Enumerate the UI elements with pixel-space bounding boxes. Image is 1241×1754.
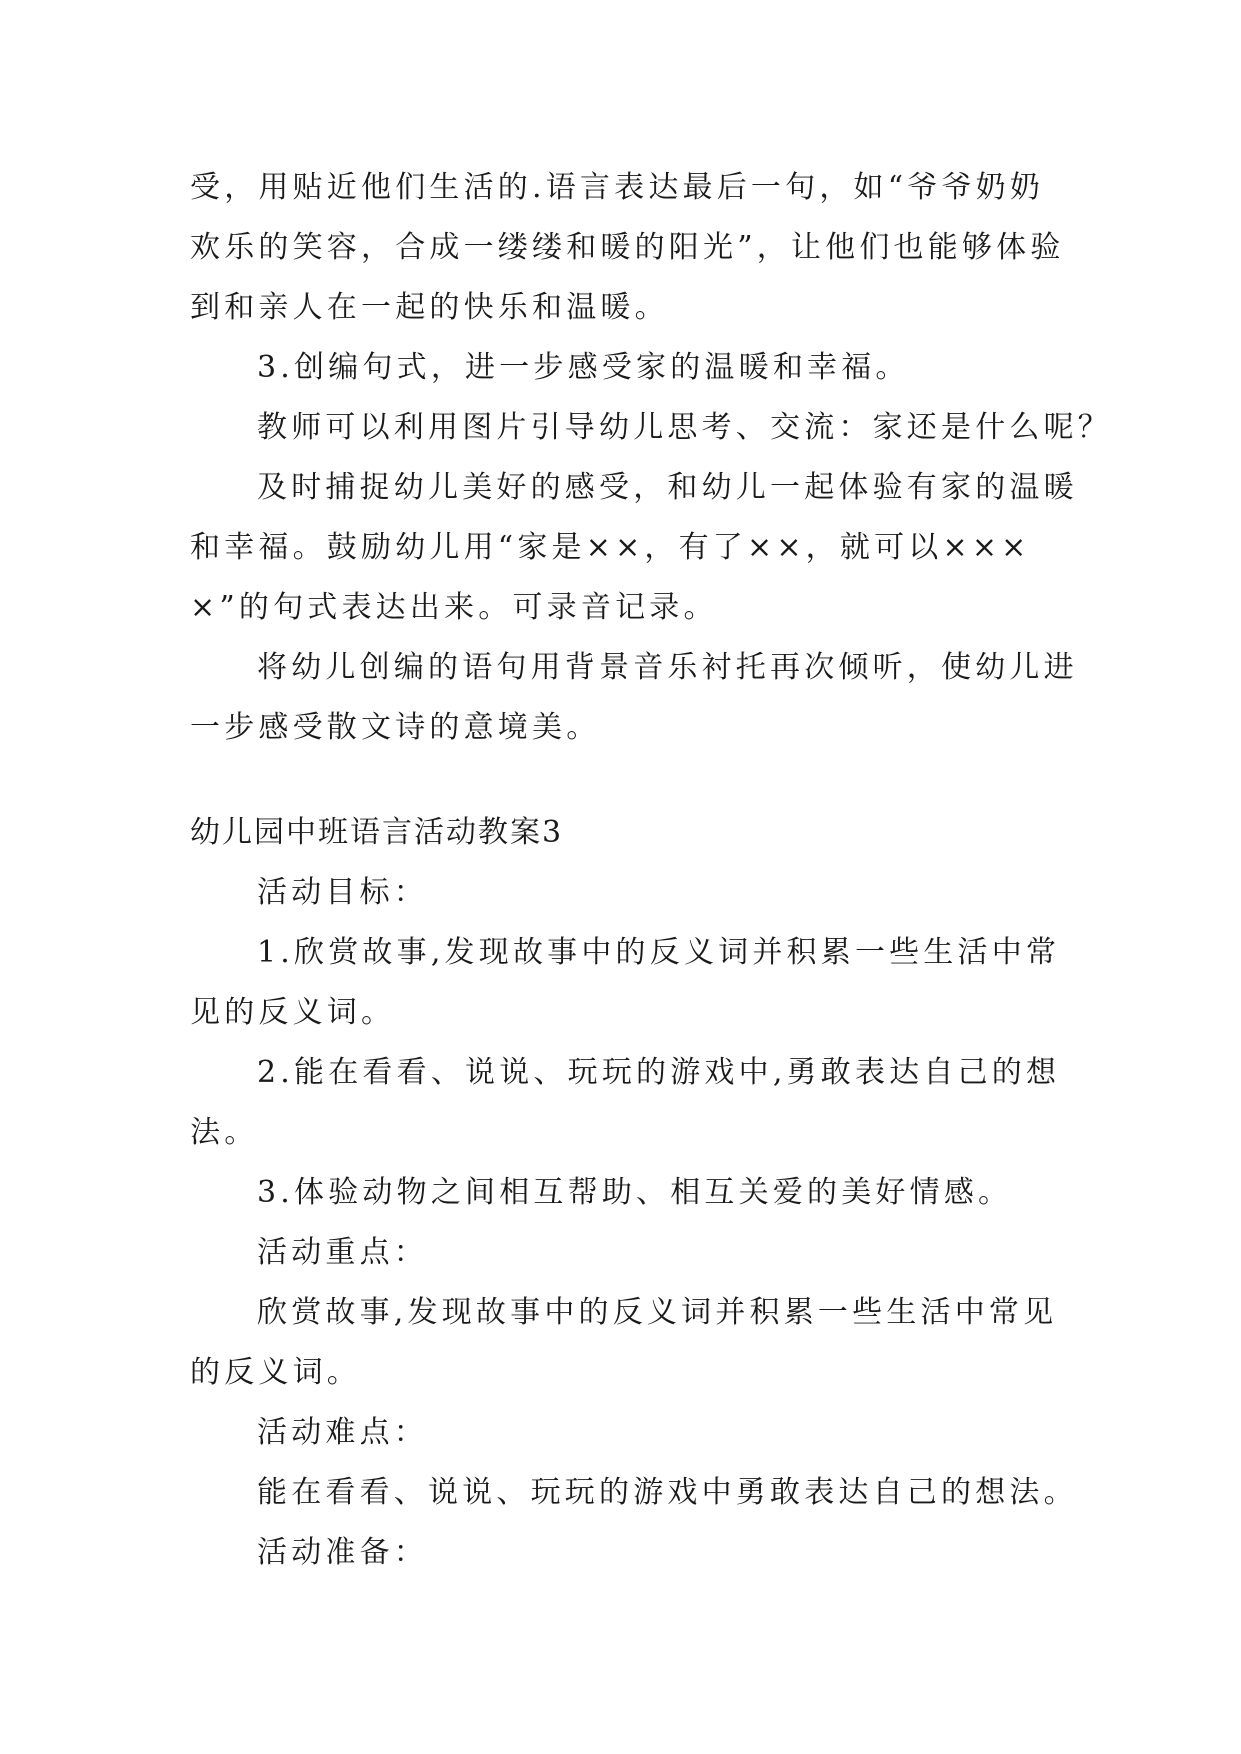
text-line-3: 到和亲人在一起的快乐和温暖。 (190, 290, 669, 325)
text-line-goal-2b: 法。 (190, 1115, 259, 1150)
text-line-goal-2a: 2.能在看看、说说、玩玩的游戏中,勇敢表达自己的想 (257, 1055, 1061, 1090)
text-line-key-a: 欣赏故事,发现故事中的反义词并积累一些生活中常见 (257, 1295, 1058, 1330)
text-line-6: 及时捕捉幼儿美好的感受，和幼儿一起体验有家的温暖 (257, 470, 1078, 505)
section-title: 幼儿园中班语言活动教案3 (190, 815, 564, 850)
text-line-1: 受，用贴近他们生活的.语言表达最后一句，如“爷爷奶奶 (190, 170, 1045, 205)
text-line-4: 3.创编句式，进一步感受家的温暖和幸福。 (257, 350, 910, 385)
text-line-difficulty: 能在看看、说说、玩玩的游戏中勇敢表达自己的想法。 (257, 1475, 1078, 1510)
heading-difficulties: 活动难点： (257, 1415, 428, 1450)
text-line-9: 将幼儿创编的语句用背景音乐衬托再次倾听，使幼儿进 (257, 650, 1078, 685)
text-line-goal-1b: 见的反义词。 (190, 995, 396, 1030)
text-line-8: ×”的句式表达出来。可录音记录。 (190, 590, 718, 625)
text-line-7: 和幸福。鼓励幼儿用“家是××，有了××，就可以××× (190, 530, 1031, 565)
text-line-goal-1a: 1.欣赏故事,发现故事中的反义词并积累一些生活中常 (257, 935, 1061, 970)
heading-key-points: 活动重点： (257, 1235, 428, 1270)
text-line-2: 欢乐的笑容，合成一缕缕和暖的阳光”，让他们也能够体验 (190, 230, 1065, 265)
text-line-goal-3: 3.体验动物之间相互帮助、相互关爱的美好情感。 (257, 1175, 1013, 1210)
heading-preparation: 活动准备： (257, 1535, 428, 1570)
heading-activity-goals: 活动目标： (257, 875, 428, 910)
text-line-5: 教师可以利用图片引导幼儿思考、交流：家还是什么呢？ (257, 410, 1112, 445)
text-line-10: 一步感受散文诗的意境美。 (190, 710, 601, 745)
text-line-key-b: 的反义词。 (190, 1355, 361, 1390)
